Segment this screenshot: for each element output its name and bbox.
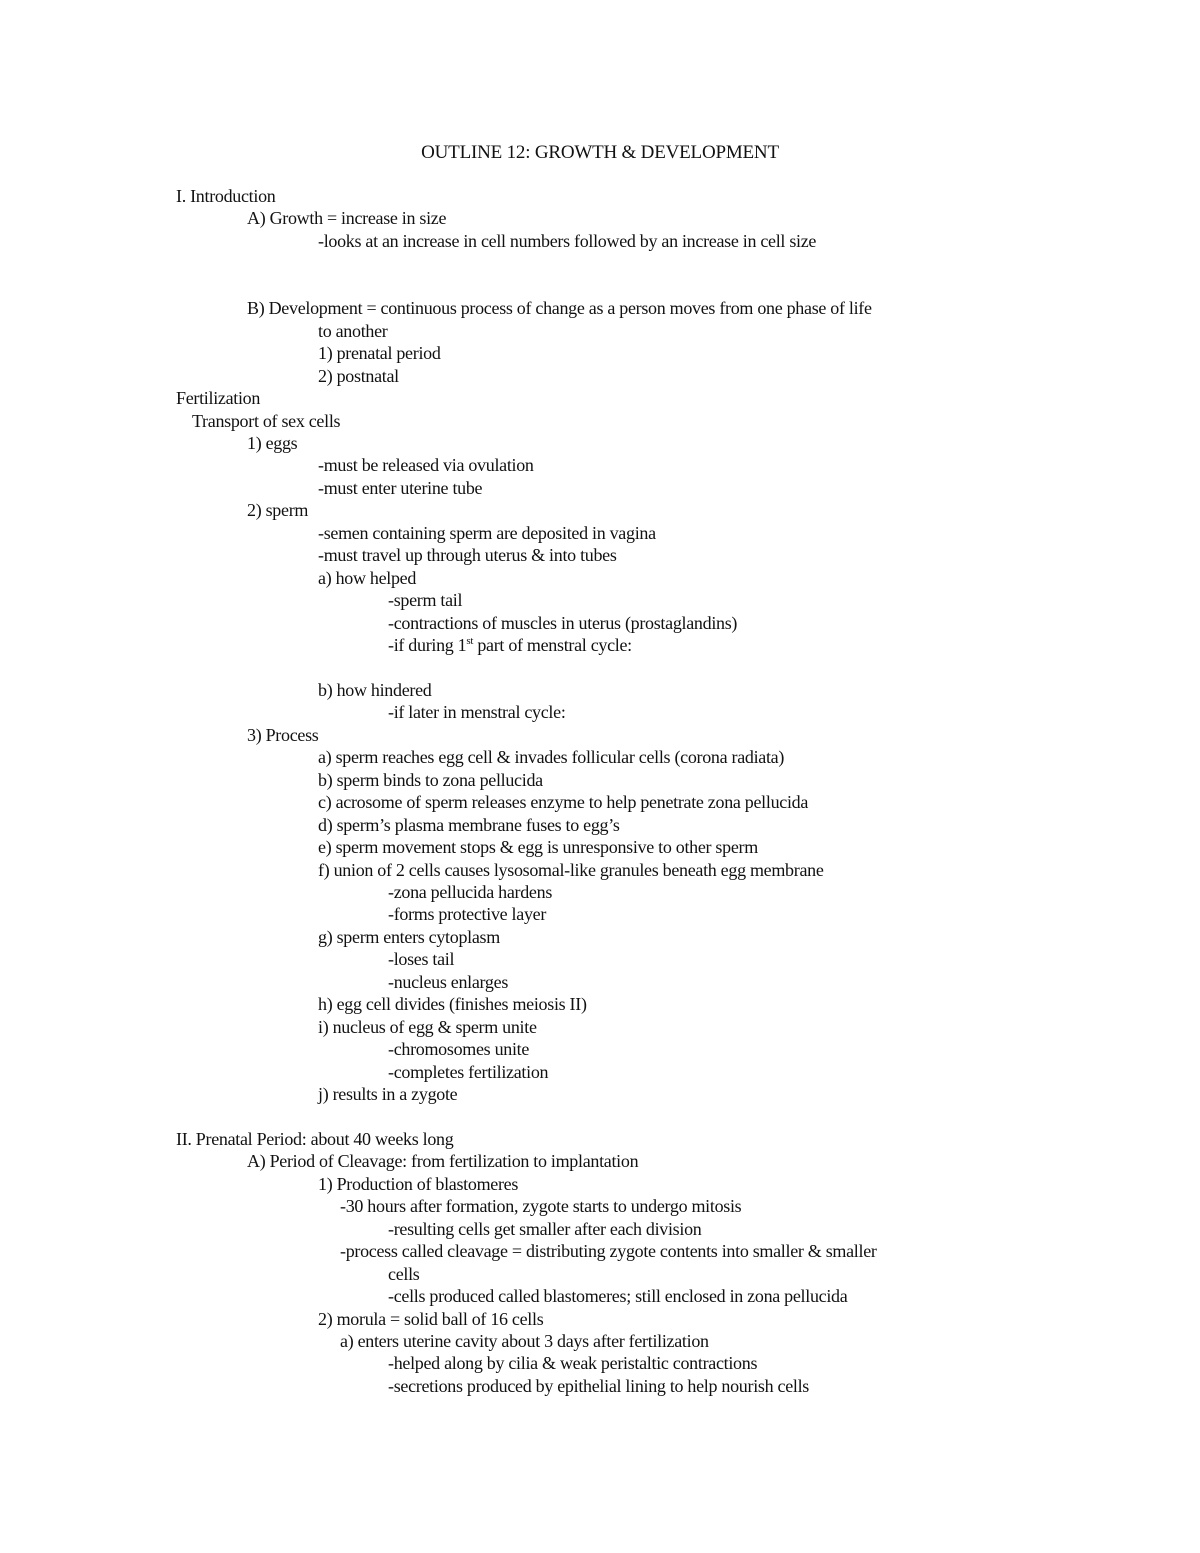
outline-line [388,1218,702,1241]
outline-line [388,1285,847,1308]
outline-line [318,567,416,590]
outline-line-text: a) sperm reaches egg cell & invades follicular cells (corona radiata) [318,747,785,768]
outline-line [176,185,275,208]
outline-line [318,522,656,545]
outline-line-text: I. Introduction [176,186,276,206]
outline-line [388,1263,420,1286]
outline-line [318,859,824,882]
outline-line [318,926,500,949]
outline-line-text: i) nucleus of egg & sperm unite [318,1016,537,1037]
outline-line [388,1352,757,1375]
outline-line-text: Fertilization [176,388,261,409]
outline-line-text: -helped along by cilia & weak peristaltic contractions [388,1353,758,1374]
outline-line-text: II. Prenatal Period: about 40 weeks long [176,1128,454,1149]
outline-line-text: A) Period of Cleavage: from fertilization to implantation [247,1151,639,1172]
outline-line [388,881,552,904]
outline-line [318,769,543,792]
outline-line-text: 1) eggs [247,432,298,453]
outline-line [388,1375,809,1398]
outline-line [340,1330,709,1353]
outline-line [388,612,737,635]
outline-line-text: A) Growth = increase in size [247,208,447,229]
outline-line-text: 2) morula = solid ball of 16 cells [318,1308,544,1329]
outline-line [388,1038,529,1061]
outline-line [318,679,431,702]
outline-line [247,432,297,455]
outline-line [318,454,534,477]
outline-line-text: -must enter uterine tube [318,477,483,498]
outline-line [318,544,617,567]
outline-line-text: 3) Process [247,724,319,745]
outline-line [318,746,784,769]
outline-line [388,903,546,926]
outline-line-text: -must be released via ovulation [318,455,534,476]
outline-line-text: h) egg cell divides (finishes meiosis II) [318,994,587,1015]
outline-line-text: -loses tail [388,949,455,970]
outline-line [318,1173,518,1196]
outline-line-text: Transport of sex cells [192,410,341,431]
outline-line-text: a) enters uterine cavity about 3 days after fertilization [340,1330,709,1351]
outline-line [340,1240,877,1263]
outline-line [318,230,816,253]
outline-line-text: -looks at an increase in cell numbers followed by an increase in cell size [318,230,817,251]
outline-line-text: to another [318,320,388,341]
outline-line [388,634,632,657]
outline-line-text: c) acrosome of sperm releases enzyme to help penetrate zona pellucida [318,792,809,813]
outline-line [247,724,319,747]
outline-line-text: -if later in menstral cycle: [388,702,566,723]
outline-line-text: 1) prenatal period [318,343,441,364]
outline-line [388,701,566,724]
outline-line-text: f) union of 2 cells causes lysosomal-like granules beneath egg membrane [318,859,824,880]
outline-line-text: -sperm tail [388,590,463,611]
outline-line-text: -forms protective layer [388,904,547,925]
outline-line [388,948,454,971]
outline-line [388,589,462,612]
outline-line [388,1061,548,1084]
outline-line [340,1195,741,1218]
outline-line [192,410,340,433]
document-title: OUTLINE 12: GROWTH & DEVELOPMENT [421,142,779,163]
outline-line-text: b) sperm binds to zona pellucida [318,769,543,790]
outline-line [247,207,446,230]
outline-line [318,1083,457,1106]
outline-line [318,320,387,343]
outline-line-text: -process called cleavage = distributing zygote contents into smaller & smaller [340,1241,877,1262]
outline-line [176,1128,453,1151]
outline-line-text: -30 hours after formation, zygote starts to undergo mitosis [340,1196,742,1217]
outline-line-text-continued: part of menstral cycle: [473,635,632,655]
outline-line [318,993,587,1016]
outline-line-text: -if during 1 [388,635,467,655]
outline-line-text: g) sperm enters cytoplasm [318,926,500,947]
outline-line [318,1016,537,1039]
outline-line-text: e) sperm movement stops & egg is unresponsive to other sperm [318,837,758,858]
outline-line [318,1308,543,1331]
outline-line-text: B) Development = continuous process of change as a person moves from one phase of life [247,298,872,319]
outline-line-text: 2) postnatal [318,365,399,386]
ordinal-superscript: st [466,635,474,647]
outline-line-text: 1) Production of blastomeres [318,1173,519,1194]
outline-line [318,836,758,859]
outline-line-text: j) results in a zygote [318,1084,458,1104]
outline-line [176,387,260,410]
outline-line [318,814,620,837]
outline-line [318,477,482,500]
outline-line-text: -cells produced called blastomeres; still enclosed in zona pellucida [388,1286,848,1307]
outline-line-text: -contractions of muscles in uterus (prostaglandins) [388,612,738,633]
outline-line-text: b) how hindered [318,679,432,700]
outline-line [318,791,808,814]
outline-line [318,342,441,365]
outline-line [388,971,508,994]
outline-line [247,1150,638,1173]
outline-line-text: -completes fertilization [388,1061,549,1082]
outline-line-text: -nucleus enlarges [388,971,509,992]
outline-line-text: -secretions produced by epithelial lining to help nourish cells [388,1375,809,1396]
outline-line-text: -semen containing sperm are deposited in vagina [318,522,656,543]
outline-line-text: -zona pellucida hardens [388,881,553,902]
outline-line [247,499,308,522]
outline-line-text: -resulting cells get smaller after each division [388,1218,702,1239]
outline-line-text: -must travel up through uterus & into tubes [318,545,617,566]
outline-line-text: cells [388,1263,420,1284]
outline-line-text: d) sperm’s plasma membrane fuses to egg’s [318,814,620,835]
outline-line [247,297,872,320]
outline-line-text: 2) sperm [247,500,309,521]
outline-line-text: -chromosomes unite [388,1039,530,1060]
outline-line-text: a) how helped [318,567,417,588]
outline-line [318,365,399,388]
